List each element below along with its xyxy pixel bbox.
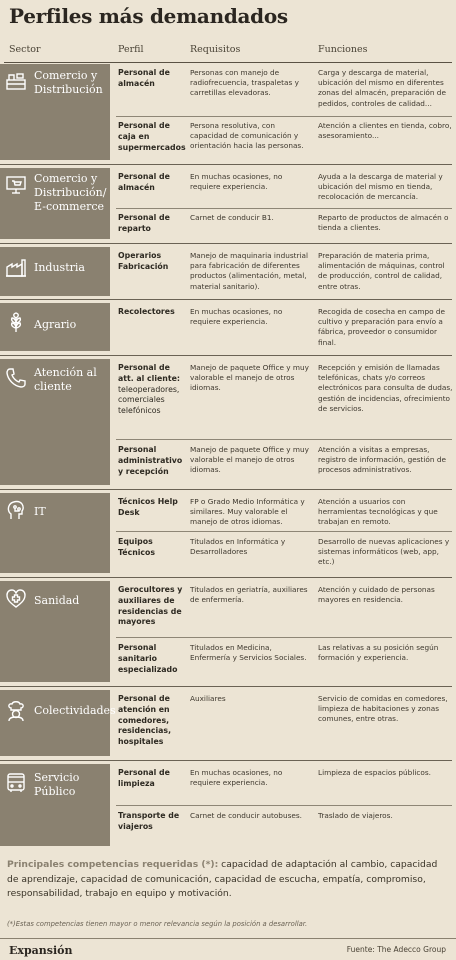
header-perfil: Perfil	[118, 44, 144, 55]
perfil-cell: Recolectores	[118, 307, 175, 316]
section-agrario	[0, 303, 456, 351]
requisitos-cell: Auxiliares	[190, 694, 226, 703]
funciones-cell: Las relativas a su posición según formación y experiencia.	[318, 643, 439, 663]
header-rule	[4, 62, 452, 63]
sector-cell	[0, 764, 110, 846]
sector-name: Industria	[34, 261, 85, 274]
section-industria	[0, 247, 456, 296]
table-row	[110, 493, 456, 533]
table-row	[110, 441, 456, 485]
table-row	[110, 209, 456, 239]
header-sector: Sector	[9, 44, 41, 55]
sector-cell	[0, 493, 110, 573]
perfil-title: Personal de att. al cliente:	[118, 363, 180, 383]
sector-name: Comercio y Distribución/ E-commerce	[34, 172, 107, 213]
perfil-cell: Equipos Técnicos	[118, 537, 156, 557]
section-sanidad	[0, 581, 456, 682]
funciones-cell: Servicio de comidas en comedores, limpieza de habitaciones y zonas comunes, entre otras.	[318, 694, 448, 724]
leaf-icon	[5, 312, 27, 334]
sector-name: Atención al cliente	[34, 366, 97, 393]
table-row	[110, 359, 456, 437]
perfil-cell: Personal de limpieza	[118, 768, 170, 788]
header-requisitos: Requisitos	[190, 44, 241, 55]
sector-cell	[0, 690, 116, 756]
sector-cell	[0, 247, 110, 296]
perfil-cell: Personal de almacén	[118, 172, 170, 192]
requisitos-cell: Personas con manejo de radiofrecuencia, traspaletas y carretillas elevadoras.	[190, 68, 299, 98]
section-rule	[0, 355, 452, 356]
sector-cell	[0, 168, 110, 239]
funciones-cell: Preparación de materia prima, alimentación de máquinas, control de producción, control de calidad, entre otras.	[318, 251, 445, 291]
requisitos-cell: En muchas ocasiones, no requiere experiencia.	[190, 307, 283, 327]
source-credit: Fuente: The Adecco Group	[346, 945, 446, 954]
requisitos-cell: FP o Grado Medio Informática y similares. Muy valorable el manejo de otros idiomas.	[190, 497, 305, 527]
competencias-text	[7, 858, 447, 902]
requisitos-cell: Manejo de paquete Office y muy valorable el manejo de otros idiomas.	[190, 363, 309, 393]
sector-cell	[0, 303, 110, 351]
table-row	[110, 117, 456, 160]
funciones-cell: Carga y descarga de material, ubicación del mismo en diferentes zonas del almacén, preparación de pedidos, controles de calidad...	[318, 68, 446, 108]
section-rule	[0, 577, 452, 578]
competencias-body: capacidad de adaptación al cambio, capacidad de aprendizaje, capacidad de comunicación, capacidad de escucha, empatía, compromiso, responsabilidad, trabajo en equipo y motivación.	[7, 859, 438, 899]
section-rule	[0, 299, 452, 300]
section-ecommerce	[0, 168, 456, 239]
perfil-cell: Personal sanitario especializado	[118, 643, 178, 674]
section-rule	[0, 489, 452, 490]
competencias-label: Principales competencias requeridas (*):	[7, 859, 219, 870]
row-divider	[116, 637, 452, 638]
section-rule	[0, 164, 452, 165]
sector-name: IT	[34, 505, 46, 518]
section-atencion-cliente	[0, 359, 456, 485]
perfil-cell: Personal administrativo y recepción	[118, 445, 183, 476]
funciones-cell: Atención a clientes en tienda, cobro, asesoramiento...	[318, 121, 452, 141]
requisitos-cell: Carnet de conducir autobuses.	[190, 811, 302, 820]
section-rule	[0, 760, 452, 761]
table-header	[0, 40, 456, 62]
perfil-cell: Gerocultores y auxiliares de residencias de mayores	[118, 585, 183, 627]
funciones-cell: Limpieza de espacios públicos.	[318, 768, 431, 777]
footer-rule	[0, 938, 456, 939]
shop-counter-icon	[5, 70, 27, 92]
footnote: (*)Estas competencias tienen mayor o menor relevancia según la posición a desarrollar.	[7, 920, 308, 928]
sector-cell	[0, 64, 110, 160]
sector-name: Colectividades	[34, 704, 116, 717]
table-row	[110, 764, 456, 804]
table-row	[110, 807, 456, 846]
funciones-cell: Atención a usuarios con herramientas tecnológicas y que trabajan en remoto.	[318, 497, 438, 527]
perfil-cell: Transporte de viajeros	[118, 811, 180, 831]
perfil-cell: Personal de atención en comedores, residencias, hospitales	[118, 694, 172, 747]
funciones-cell: Atención a visitas a empresas, registro de información, gestión de procesos administrativos.	[318, 445, 446, 475]
bus-icon	[5, 772, 27, 794]
section-comercio-distribucion	[0, 64, 456, 160]
funciones-cell: Recogida de cosecha en campo de cultivo y preparación para envío a fábrica, proveedor o consumidor final.	[318, 307, 445, 347]
section-rule	[0, 243, 452, 244]
table-row	[110, 581, 456, 635]
requisitos-cell: Manejo de paquete Office y muy valorable el manejo de otros idiomas.	[190, 445, 309, 475]
sector-name: Servicio Público	[34, 771, 80, 798]
funciones-cell: Traslado de viajeros.	[318, 811, 393, 820]
perfil-cell: Personal de almacén	[118, 68, 170, 88]
section-rule	[0, 686, 452, 687]
heart-cross-icon	[5, 588, 27, 610]
header-funciones: Funciones	[318, 44, 368, 55]
table-row	[110, 533, 456, 573]
funciones-cell: Reparto de productos de almacén o tienda a clientes.	[318, 213, 449, 233]
funciones-cell: Atención y cuidado de personas mayores en residencia.	[318, 585, 435, 605]
perfil-cell	[118, 363, 184, 417]
requisitos-cell: En muchas ocasiones, no requiere experiencia.	[190, 172, 283, 192]
table-row	[110, 64, 456, 116]
sector-name: Sanidad	[34, 594, 80, 607]
section-colectividades	[0, 690, 456, 756]
requisitos-cell: Titulados en Informática y Desarrolladores	[190, 537, 286, 557]
row-divider	[116, 531, 452, 532]
phone-icon	[5, 367, 27, 389]
monitor-cart-icon	[5, 174, 27, 196]
perfil-cell: Técnicos Help Desk	[118, 497, 178, 517]
row-divider	[116, 439, 452, 440]
section-it	[0, 493, 456, 573]
table-row	[110, 303, 456, 351]
requisitos-cell: Carnet de conducir B1.	[190, 213, 274, 222]
requisitos-cell: Manejo de maquinaria industrial para fabricación de diferentes productos (alimentación, metal, material sanitario).	[190, 251, 309, 291]
table-row	[110, 690, 456, 756]
circuit-head-icon	[5, 499, 27, 521]
perfil-cell: Personal de reparto	[118, 213, 170, 233]
perfil-subtitle: teleoperadores, comerciales telefónicos	[118, 384, 180, 416]
table-row	[110, 247, 456, 296]
funciones-cell: Ayuda a la descarga de material y ubicación del mismo en tienda, recolocación de mercancía.	[318, 172, 443, 202]
requisitos-cell: Titulados en geriatría, auxiliares de enfermería.	[190, 585, 308, 605]
brand-logo: Expansión	[9, 944, 73, 957]
table-row	[110, 168, 456, 208]
funciones-cell: Desarrollo de nuevas aplicaciones y sistemas informáticos (web, app, etc.)	[318, 537, 450, 567]
requisitos-cell: En muchas ocasiones, no requiere experiencia.	[190, 768, 283, 788]
requisitos-cell: Persona resolutiva, con capacidad de comunicación y orientación hacia las personas.	[190, 121, 304, 151]
row-divider	[116, 805, 452, 806]
factory-icon	[5, 257, 27, 279]
perfil-cell: Personal de caja en supermercados	[118, 121, 186, 152]
sector-cell	[0, 359, 110, 485]
page-title: Perfiles más demandados	[9, 4, 288, 28]
sector-name: Agrario	[34, 318, 77, 331]
requisitos-cell: Titulados en Medicina, Enfermería y Servicios Sociales.	[190, 643, 307, 663]
table-row	[110, 639, 456, 682]
chef-icon	[5, 700, 27, 722]
funciones-cell: Recepción y emisión de llamadas telefónicas, chats y/o correos electrónicos para consulta de dudas, gestión de incidencias, ofrecimiento de servicios.	[318, 363, 453, 413]
sector-cell	[0, 581, 110, 682]
sector-name: Comercio y Distribución	[34, 69, 103, 96]
perfil-cell: Operarios Fabricación	[118, 251, 169, 271]
section-servicio-publico	[0, 764, 456, 846]
